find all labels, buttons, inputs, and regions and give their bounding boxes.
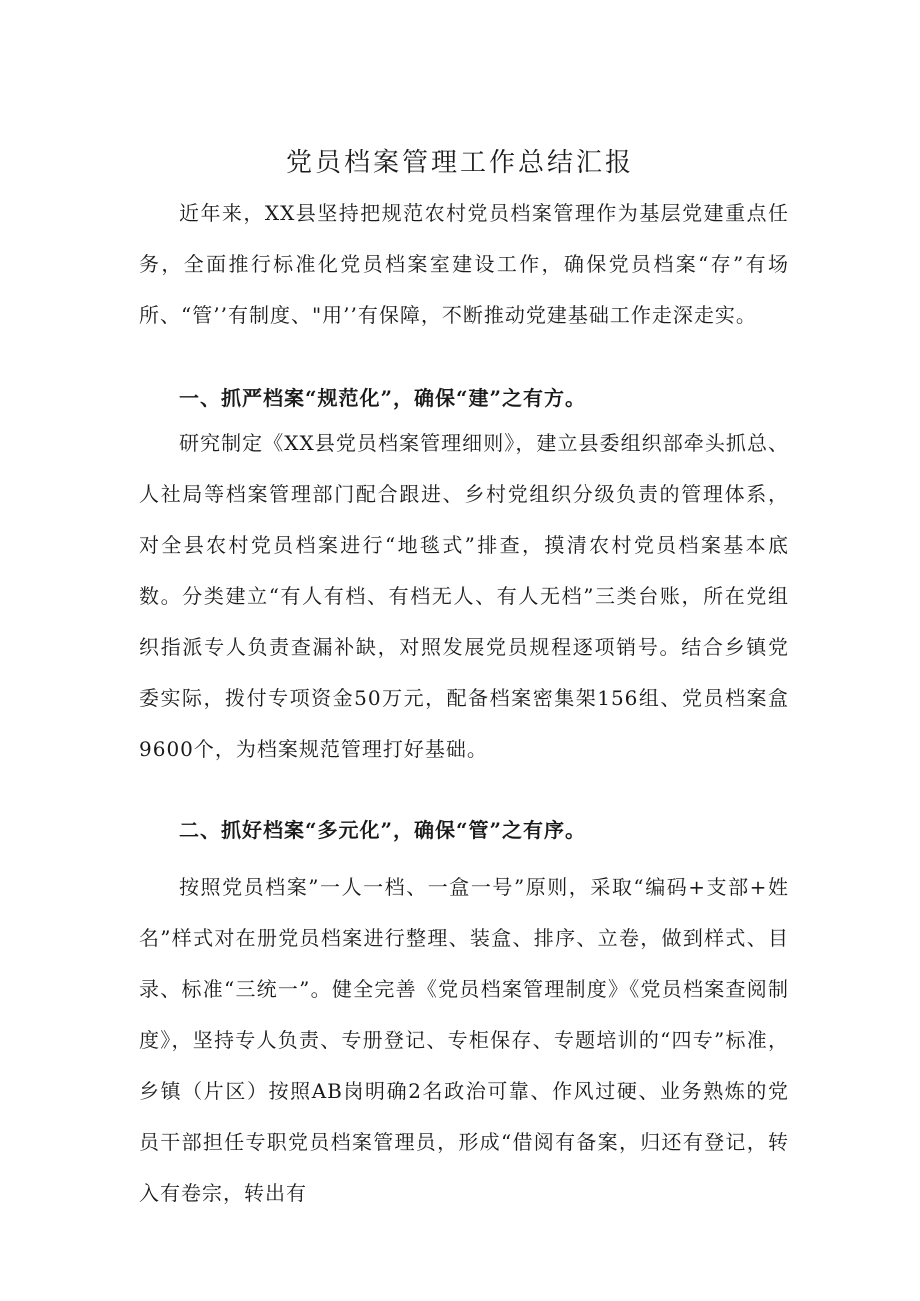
section-heading-2: 二、抓好档案“多元化”，确保“管”之有序。 bbox=[179, 818, 587, 842]
section-body-1: 研究制定《XX县党员档案管理细则》，建立县委组织部牵头抓总、人社局等档案管理部门配合跟进、乡村党组织分级负责的管理体系，对全县农村党员档案进行“地毯式”排查，摸清农村党员档案基本底数。分类建立“有人有档、有档无人、有人无档”三类台账，所在党组织指派专人负责查漏补缺，对照发展党员规程逐项销号。结合乡镇党委实际，拨付专项资金50万元，配备档案密集架156组、党员档案盒9600个，为档案规范管理打好基础。 bbox=[139, 431, 789, 761]
document-title: 党员档案管理工作总结汇报 bbox=[285, 148, 634, 178]
section-heading-1: 一、抓严档案“规范化”，确保“建”之有方。 bbox=[179, 386, 587, 410]
section-body-2: 按照党员档案”一人一档、一盒一号”原则，采取“编码+支部+姓名”样式对在册党员档案进行整理、装盒、排序、立卷，做到样式、目录、标准“三统一”。健全完善《党员档案管理制度》《党员档案查阅制度》，坚持专人负责、专册登记、专柜保存、专题培训的“四专”标准，乡镇（片区）按照AB岗明确2名政治可靠、作风过硬、业务熟炼的党员干部担任专职党员档案管理员，形成“借阅有备案，归还有登记，转入有卷宗，转出有 bbox=[139, 875, 789, 1205]
intro-paragraph: 近年来，XX县坚持把规范农村党员档案管理作为基层党建重点任务，全面推行标准化党员档案室建设工作，确保党员档案“存”有场所、“管’’有制度、"用’’有保障，不断推动党建基础工作走深走实。 bbox=[139, 201, 789, 327]
